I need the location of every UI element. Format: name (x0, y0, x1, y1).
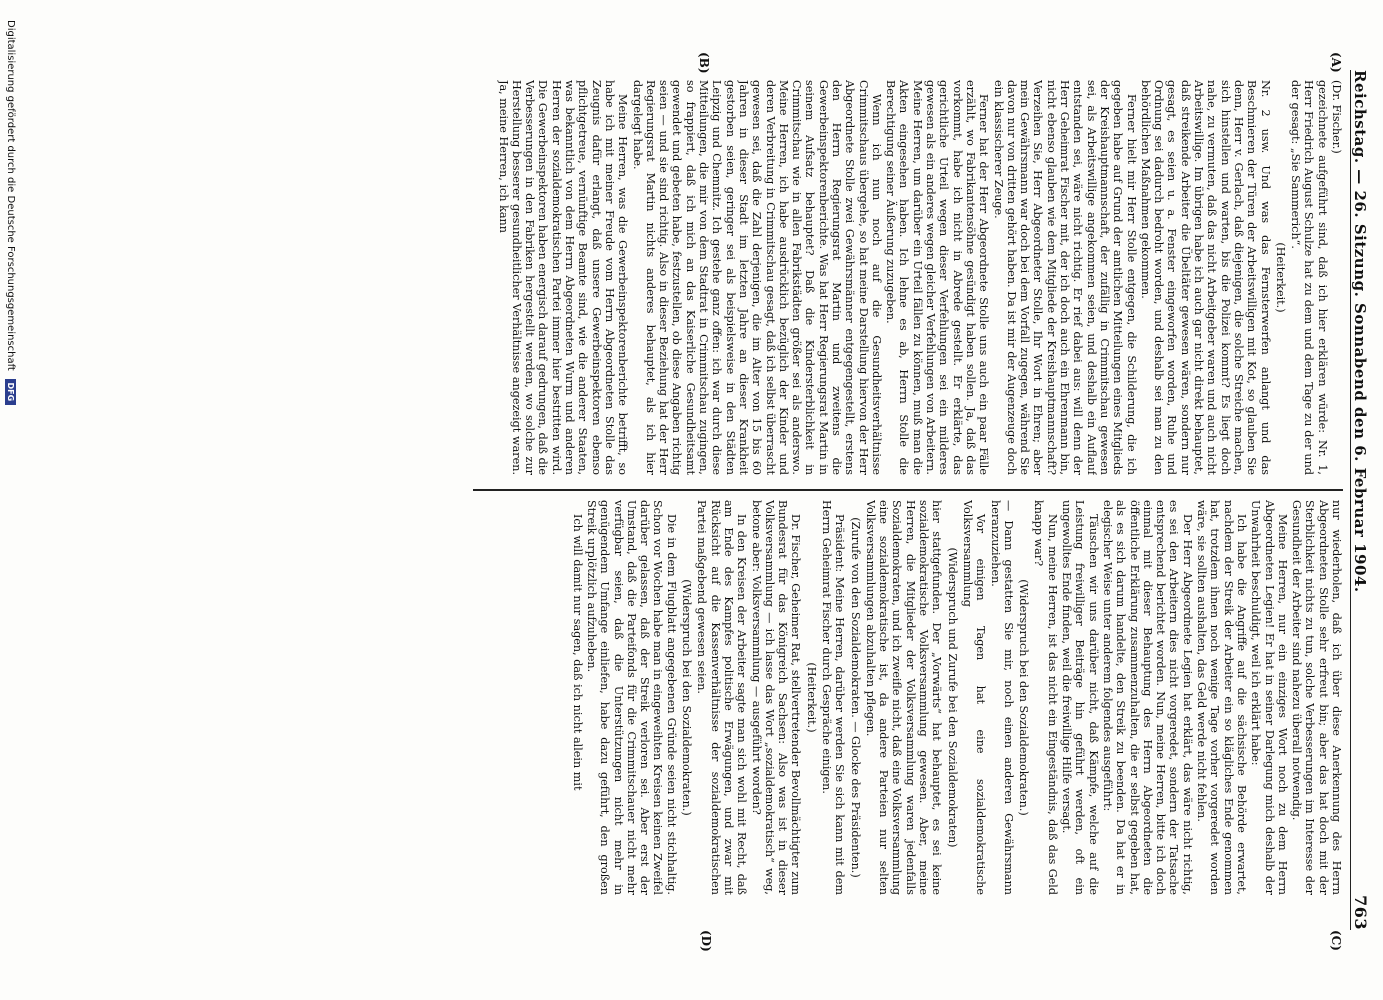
header-title: Reichstag. — 26. Sitzung. Sonnabend den 6. Februar 1904. (1351, 70, 1369, 593)
margin-mark-c: (C) (1329, 930, 1343, 951)
quotation: Täuschen wir uns darüber nicht, daß Kämpfe, welche auf die Leistung freiwilliger Beiträge hin geführt werden, oft ein ungewolltes Ende finden, weil die freiwillige Hilfe versagt. (1060, 500, 1100, 895)
interjection: (Widerspruch bei den Sozialdemokraten.) (1017, 579, 1031, 816)
margin-mark-b: (B) (697, 52, 711, 74)
interjection: (Widerspruch und Zurufe bei den Sozialdemokraten) (945, 547, 959, 848)
interjection: (Heiterkeit.) (804, 662, 818, 733)
quotation: Ich habe die Angriffe auf die sächsische Behörde erwartet, nachdem der Streik der Arbeiter ein so klägliches Ende genommen hat, trotzdem ihnen noch wenige Tage vorher vorgeredet worden wäre, sie sollten aushalten, das Geld werde nicht fehlen. (1195, 500, 1248, 895)
paragraph: Wenn ich nun noch auf die Gesundheitsverhältnisse Crimmitschaus übergehe, so hat meine Darstellung hiervon der Herr Abgeordnete Stolle zwei Gewährsmänner entgegengestellt, erstens den Herrn Regierungsrat Martin und zweitens die Gewerbeinspektorenberichte. Was hat Herr Regierungsrat Martin in seinem Aufsatz behauptet? Daß die Kindersterblichkeit in Crimmitschau wie in allen Fabrikstädten größer sei als anderswo. Meine Herren, ich habe ausdrücklich bezüglich der Kinder und deren Verbreitung in Crimmitschau gesagt, daß ich selbst überrascht gewesen sei, daß die Zahl derjenigen, die im Alter von 15 bis 60 Jahren in dieser Stadt im letzten Jahre an dieser Krankheit gestorben seien, geringer sei als beispielsweise in den Städten Leipzig und Chemnitz. Ich gestehe ganz offen: ich war durch diese Mitteilungen, die mir von dem Stadtrat in Crimmitschau zugingen, so frappiert, daß ich mich an das Kaiserliche Gesundheitsamt gewendet und gebeten habe, festzustellen, ob diese Angaben richtig seien — und sie sind richtig. Also in dieser Beziehung hat der Herr Regierungsrat Martin nichts anderes behauptet, als ich hier dargelegt habe. (630, 80, 883, 475)
paragraph: Nr. 2 usw. Und was das Fernsterwerfen anlangt und das Beschmieren der Türen der Arbeitswilligen mit Kot, so glauben Sie denn, Herr v. Gerlach, daß diejenigen, die solche Streiche machen, sich hinstellen und warten, bis die Polizei kommt? Es liegt doch nahe, zu vermuten, daß das nicht Arbeitgeber waren und auch nicht Arbeitswillige. Im übrigen habe ich auch gar nicht direkt behauptet, daß streikende Arbeiter die Übeltäter gewesen wären, sondern nur gesagt, es seien u. a. Fenster eingeworfen worden, Ruhe und Ordnung sei dadurch bedroht worden, und deshalb sei man zu den behördlichen Maßnahmen gekommen. (1138, 80, 1272, 475)
paragraph: Ferner hielt mir Herr Stolle entgegen, die Schilderung, die ich gegeben habe auf Grund der amtlichen Mitteilungen eines Mitglieds der Kreishauptmannschaft, der zufällig in Crimmitschau gewesen sei, als Arbeitswillige angekommen seien, und deshalb ein Auflauf entstanden sei, wäre nicht richtig. Er rief dabei aus: will denn der Herr Geheimrat Fischer mit, der ich doch auch ein Ehrenmann bin, nicht ebenso glauben wie dem Mitgliede der Kreishauptmannschaft? Verzeihen Sie, Herr Abgeordneter Stolle, Ihr Wort in Ehren; aber mein Gewährsmann war doch bei dem Vorfall zugegen, während Sie davon nur von dritten gehört haben. Da ist mir der Augenzeuge doch ein klassischerer Zeuge. (991, 80, 1138, 475)
interjection: (Heiterkeit.) (1273, 242, 1287, 313)
paragraph: Der Herr Abgeordnete Legien hat erklärt, das wäre nicht richtig, es sei den Arbeitern dies nicht vorgeredet, sondern der Tatsache entsprechend berichtet worden. Nun, meine Herren, bitte ich doch einmal mit dieser Behauptung des Herrn Abgeordneten die öffentliche Erklärung zusammenzuhalten, die er selbst gegeben hat, als es sich darum handelte, den Streik zu beenden. Da hat er in elegischer Weise unter anderem folgendes ausgeführt: (1100, 500, 1194, 895)
paragraph: Nun, meine Herren, ist das nicht ein Eingeständnis, daß das Geld knapp war? (1032, 500, 1059, 895)
interjection: (Widerspruch bei den Sozialdemokraten.) (680, 579, 694, 816)
president-statement: Präsident: Meine Herren, darüber werden Sie sich kann mit dem Herrn Geheimrat Fischer durch Gespräche einigen. (820, 500, 847, 895)
quotation: Die in dem Flugblatt angegebenen Gründe seien nicht stichhaltig. Schon vor Wochen habe man in eingeweihten Kreisen keinen Zweifel darüber gelassen, daß der Streik verloren sei. Aber erst der Umstand, daß die Parteifonds für die Crimmitschauer nicht mehr verfügbar seien, daß die Unterstützungen nicht mehr in genügendem Umfange einliefen, habe dazu geführt, den großen Streik urplötzlich aufzuheben. (584, 500, 678, 895)
paragraph: Meine Herren, was die Gewerbeinspektorenberichte betrifft, so habe ich mit meiner Freude vom Herrn Abgeordneten Stolle das Zeugnis dafür erlangt, daß unsere Gewerbeinspektoren ebenso pflichtgetreue, vernünftige Beamte sind, wie die anderer Staaten, was bekanntlich von dem Herrn Abgeordneten Wurm und anderen Herren der sozialdemokratischen Partei immer hier bestritten wird. Die Gewerbeinspektoren haben energisch darauf gedrungen, daß die Verbesserungen in den Fabriken hergestellt werden, wo solche zur Herstellung besserer gesundheitlicher Verhältnisse angezeigt waren. Ja, meine Herren, ich kann (496, 80, 630, 475)
paragraph: nur wiederholen, daß ich über diese Anerkennung des Herrn Abgeordneten Stolle sehr erfreut bin; aber das hat doch mit der Sterblichkeit nichts zu tun, solche Verbesserungen im Interesse der Gesundheit der Arbeiter sind nahezu überall notwendig. (1290, 500, 1343, 895)
page-header (1350, 70, 1375, 930)
paragraph: Ich will damit nur sagen, daß ich nicht allein mit (570, 514, 584, 791)
credit-text: Digitalisierung gefördert durch die Deutsche Forschungsgemeinschaft (5, 20, 17, 371)
margin-mark-a: (A) (1329, 52, 1343, 73)
paragraph: Meine Herren, nur ein einziges Wort noch zu dem Herrn Abgeordneten Legien! Er hat in seiner Darlegung mich deshalb der Unwahrheit beschuldigt, weil ich erklärt habe: (1249, 500, 1289, 895)
paragraph: Vor einigen Tagen hat eine sozialdemokratische Volksversammlung (960, 500, 988, 895)
paragraph: — Dann gestatten Sie mir, noch einen anderen Gewährsmann heranzuziehen. (988, 500, 1015, 895)
speaker-statement: Dr. Fischer, Geheimer Rat, stellvertretender Bevollmächtigter zum Bundesrat für das Königreich Sachsen: Also was ist in dieser Volksversammlung — ich lasse das Wort „sozialdemokratisch“ weg, betone aber: Volksversammlung — ausgeführt worden? (749, 500, 803, 895)
dfg-logo: DFG (6, 379, 17, 405)
interjection: (Zurufe von den Sozialdemokraten. — Glocke des Präsidenten.) (848, 517, 862, 878)
speaker-tag: (Dr. Fischer.) (1330, 80, 1343, 154)
paragraph: gezeichnete aufgeführt sind, daß ich hier erklären würde: Nr. 1, Herr Friedrich August Schulze hat zu dem und dem Tage zu der und der gesagt: „Sie Sammerich“. (1289, 80, 1329, 475)
paragraph: hier stattgefunden. Der „Vorwärts“ hat behauptet, es sei keine sozialdemokratische Volksversammlung gewesen. Aber, meine Herren, die Mitglieder der Volksversammlung waren jedenfalls Sozialdemokraten, und ich zweifle nicht, daß eine Volksversammlung eine sozialdemokratische ist, da andere Parteien nur selten Volksversammlungen abzuhalten pflegen. (863, 500, 944, 895)
quotation: In den Kreisen der Arbeiter sagte man sich wohl mit Recht, daß am Ende des Kampfes politische Erwägungen, und zwar mit Rücksicht auf die Kassenverhältnisse der sozialdemokratischen Partei maßgebend gewesen seien. (695, 500, 749, 895)
margin-mark-d: (D) (699, 930, 713, 952)
column-divider (473, 489, 1343, 491)
page-number: 763 (1351, 895, 1370, 930)
digitization-credit (4, 20, 18, 990)
left-column (473, 80, 1343, 475)
paragraph: Ferner hat der Herr Abgeordnete Stolle uns auch ein paar Fälle erzählt, wo Fabrikantensöhne gesündigt haben sollen. Ja, daß das vorkommt, habe ich nicht in Abrede gestellt. Er erklärte, das gerichtliche Urteil wegen dieser Verfehlungen sei ein milderes gewesen als ein anderes wegen gleicher Verfehlungen von Arbeitern. Meine Herren, um darüber ein Urteil fällen zu können, muß man die Akten eingesehen haben. Ich lehne es ab, Herrn Stolle die Berechtigung seiner Äußerung zuzugeben. (884, 80, 991, 475)
right-column (473, 500, 1343, 895)
